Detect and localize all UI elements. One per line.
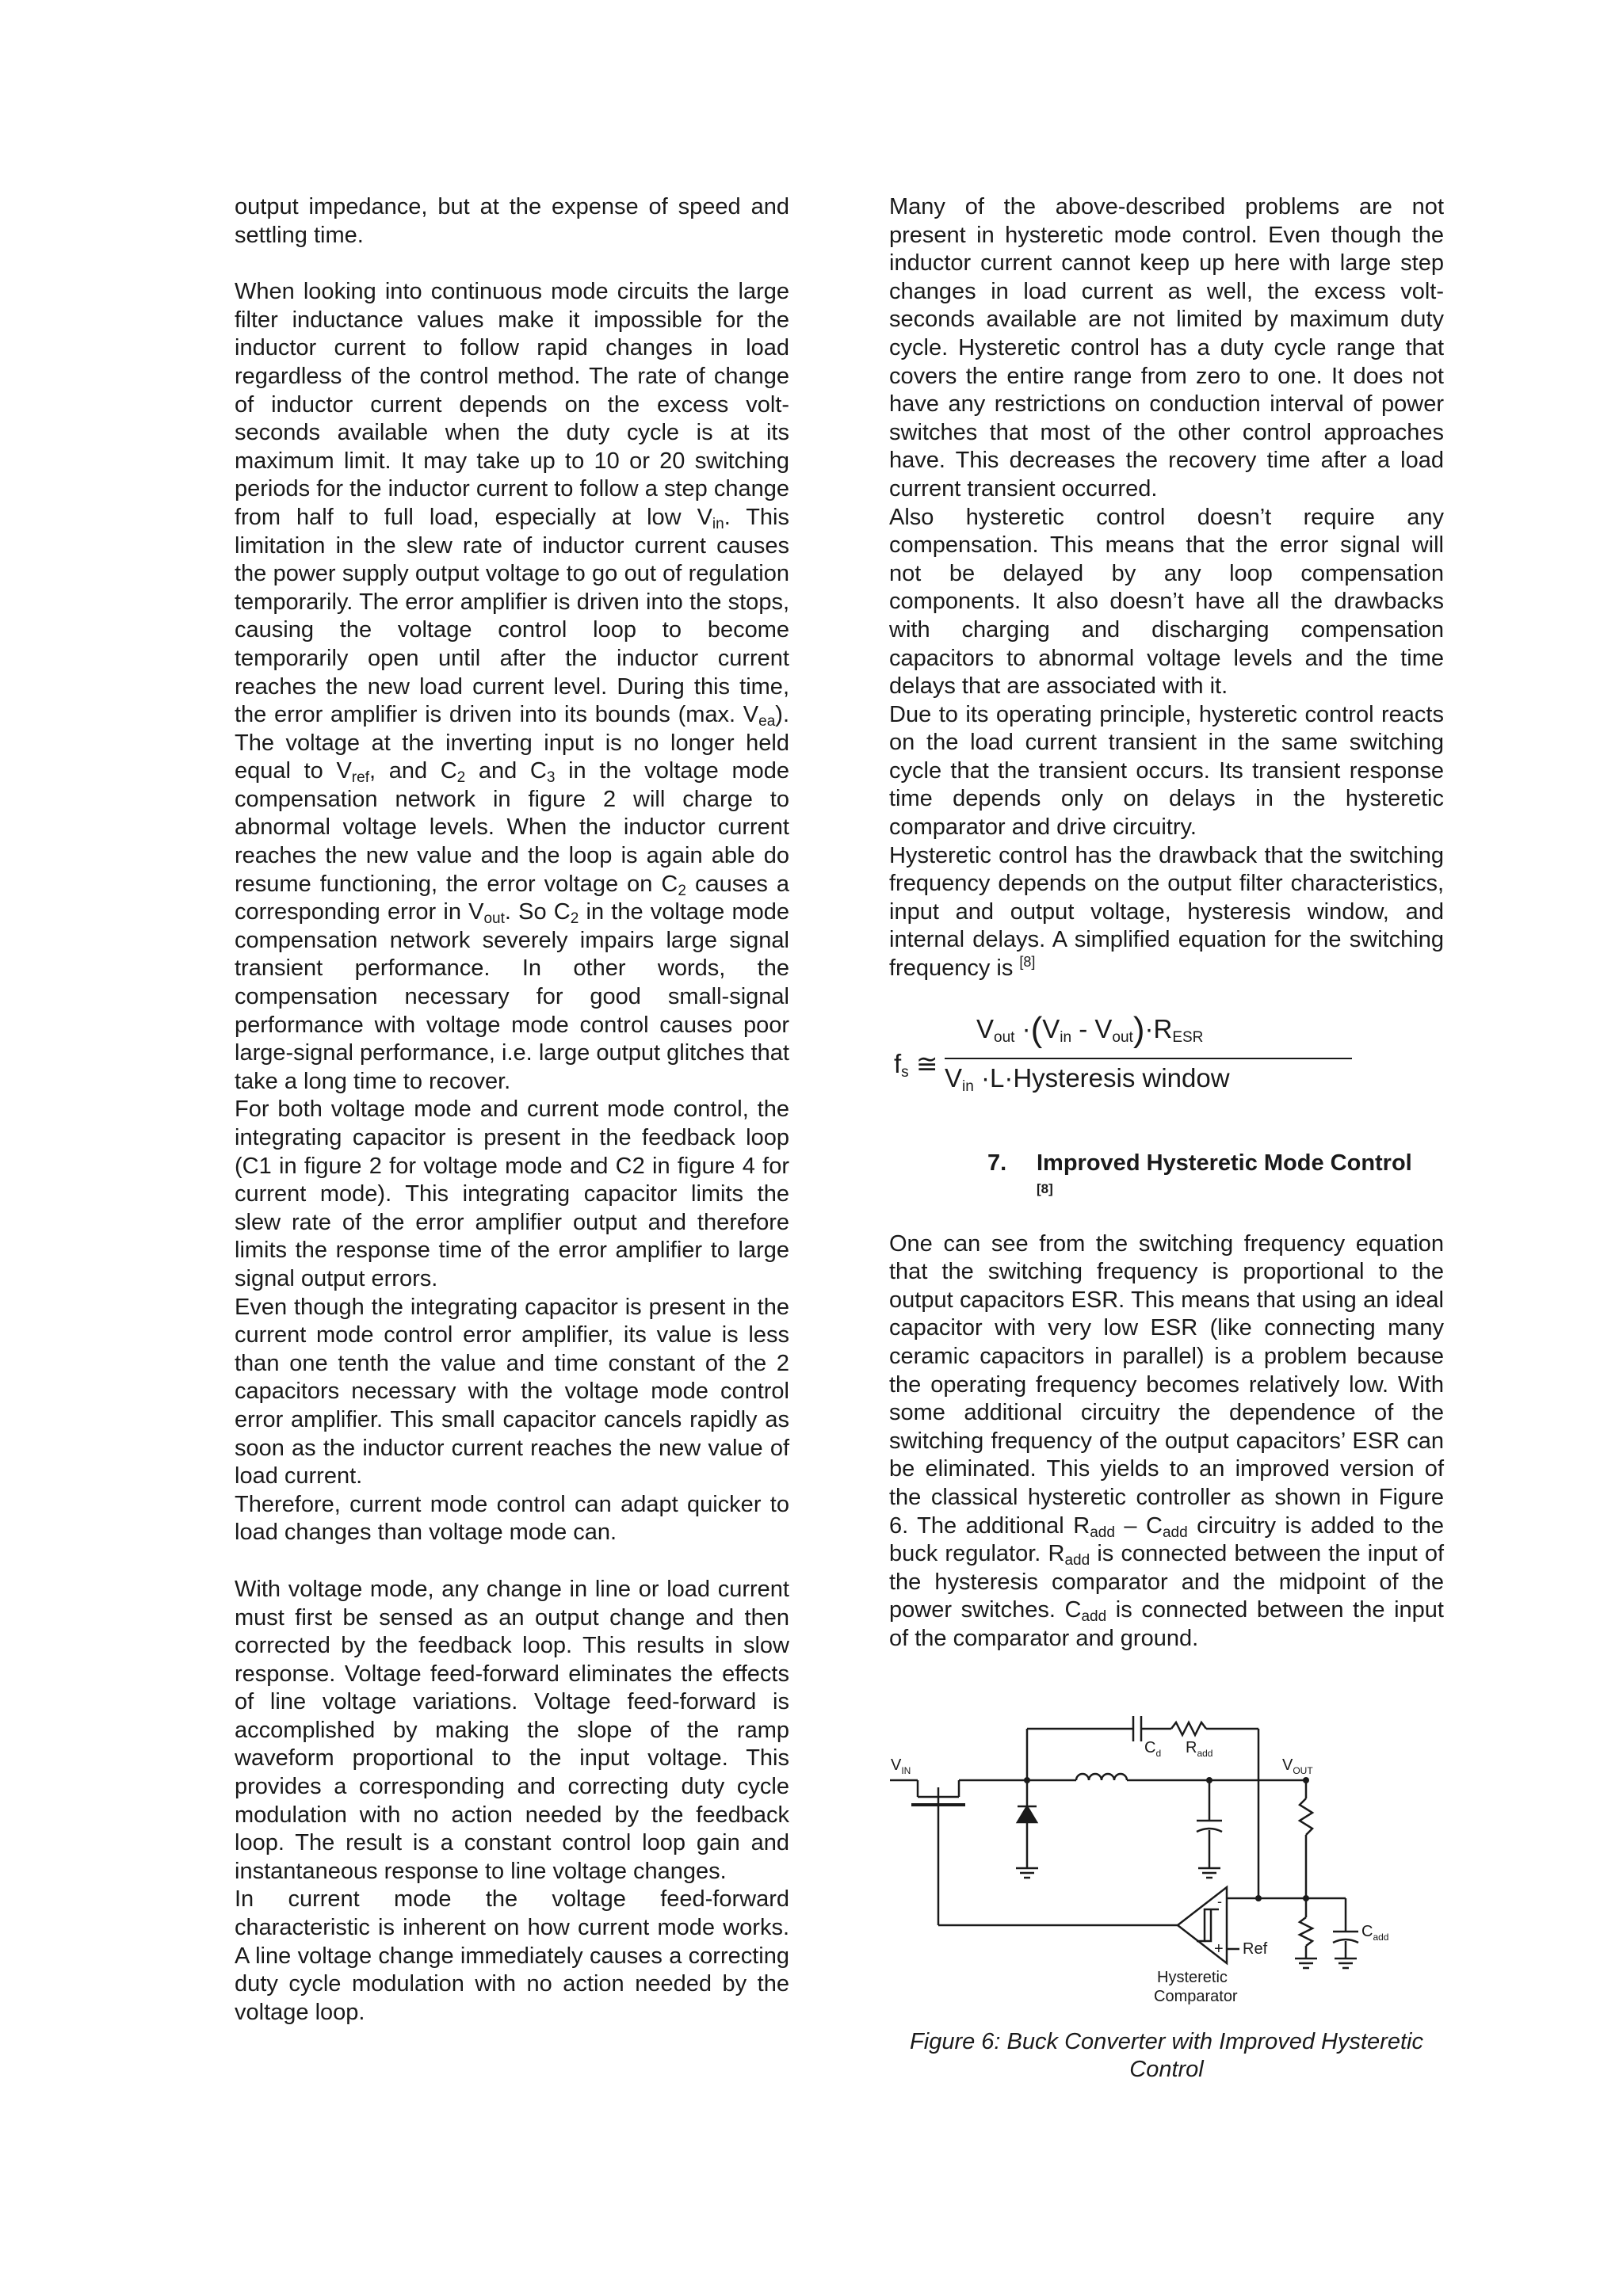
section-number: 7. <box>987 1150 1007 1176</box>
paragraph: Even though the integrating capacitor is present in the current mode control error amplifier, its value is less than one tenth the value and time constant of the 2 capacitors necessary with the voltage mode control error amplifier. This small capacitor cancels rapidly as soon as the inductor current reaches the new value of load current. <box>235 1294 789 1489</box>
paragraph: One can see from the switching frequency equation that the switching frequency is proportional to the output capacitors ESR. This means that using an ideal capacitor with very low ESR (like connecting many ceramic capacitors in parallel) is a problem because the operating frequency becomes relatively low. With some additional circuitry the dependence of the switching frequency of the output capacitors’ ESR can be eliminated. This yields to an improved version of the classical hysteretic controller as shown in Figure 6. The additional $R_{add} - C_{add}$ circuitry is added to the buck regulator. $R_{add}$ is connected between the input of the hysteresis comparator and the midpoint of the power switches. $C_{add}$ is connected between the input of the comparator and ground. <box>889 1230 1445 1651</box>
right-column <box>889 193 1444 1653</box>
left-column <box>235 193 789 2027</box>
paragraph: For both voltage mode and current mode control, the integrating capacitor is present in the feedback loop (C1 in figure 2 for voltage mode and C2 in figure 4 for current mode). This integrating capacitor limits the slew rate of the error amplifier output and therefore limits the response time of the error amplifier to large signal output errors. <box>235 1097 789 1291</box>
radd-label: $R_{add}$ <box>1186 1739 1213 1759</box>
comparator-label-2: Comparator <box>1154 1988 1238 2005</box>
paragraph: Due to its operating principle, hysteretic control reacts on the load current transient in the same switching cycle that the transient occurs. Its transient response time depends only on delays in the hysteretic comparator and drive circuitry. <box>889 701 1444 841</box>
equation-numerator: $V_{out} \cdot(V_{in} - V_{out})\cdot R_{ESR}$ <box>976 1009 1204 1049</box>
vin-label: $V_{IN}$ <box>891 1756 911 1776</box>
figure-caption: Figure 6: Buck Converter with Improved Hysteretic Control <box>910 2029 1423 2082</box>
paragraph: Hysteretic control has the drawback that the switching frequency depends on the output filter characteristics, input and output voltage, hysteresis window, and internal delays. A simplified equation for the switching frequency is [8] <box>889 842 1444 982</box>
vout-label: $V_{OUT}$ <box>1282 1756 1313 1776</box>
paragraph: In current mode the voltage feed-forward characteristic is inherent on how current mode works. A line voltage change immediately causes a correcting duty cycle modulation with no action needed by the voltage loop. <box>235 1886 789 2025</box>
ref-label: Ref <box>1243 1940 1268 1958</box>
section-title: Improved Hysteretic Mode Control <box>1037 1150 1412 1176</box>
section-heading <box>889 1150 1444 1202</box>
equation-lhs: $f_s$ ≅ <box>894 1048 938 1081</box>
comparator-label-1: Hysteretic <box>1157 1969 1228 1986</box>
paragraph: Therefore, current mode control can adapt quicker to load changes than voltage mode can. <box>235 1491 789 1546</box>
plus-sign: + <box>1214 1940 1224 1958</box>
section-reference: [8] <box>1037 1180 1053 1196</box>
paragraph: output impedance, but at the expense of speed and settling time. <box>235 194 789 248</box>
buck-converter-schematic <box>886 1711 1441 2012</box>
paragraph: When looking into continuous mode circuits the large filter inductance values make it impossible for the inductor current to follow rapid changes in load regardless of the control method. The rate of change of inductor current depends on the excess volt-seconds available when the duty cycle is at its maximum limit. It may take up to 10 or 20 switching periods for the inductor current to follow a step change from half to full load, especially at low $V_{in}$. This limitation in the slew rate of inductor current causes the power supply output voltage to go out of regulation temporarily. The error amplifier is driven into the stops, causing the voltage control loop to become temporarily open until after the inductor current reaches the new load current level. During this time, the error amplifier is driven into its bounds (max. $V_{ea}$). The voltage at the inverting input is no longer held equal to $V_{ref}$, and $C_2$ and $C_3$ in the voltage mode compensation network in figure 2 will charge to abnormal voltage levels. When the inductor current reaches the new value and the loop is again able do resume functioning, the error voltage on $C_2$ causes a corresponding error in $V_{out}$. So $C_2$ in the voltage mode compensation network severely impairs large signal transient performance. In other words, the compensation necessary for good small-signal performance with voltage mode control causes poor large-signal performance, i.e. large output glitches that take a long time to recover. <box>235 279 790 1094</box>
minus-sign: - <box>1217 1894 1222 1909</box>
paragraph: With voltage mode, any change in line or load current must first be sensed as an output change and then corrected by the feedback loop. This results in slow response. Voltage feed-forward eliminates the effects of line voltage variations. Voltage feed-forward is accomplished by making the slope of the ramp waveform proportional to the input voltage. This provides a corresponding and correcting duty cycle modulation with no action needed by the feedback loop. The result is a constant control loop gain and instantaneous response to line voltage changes. <box>235 1576 789 1884</box>
cd-label: $C_d$ <box>1144 1739 1162 1759</box>
equation-denominator: $V_{in}$ ·L·Hysteresis window <box>945 1062 1230 1095</box>
fraction-bar <box>945 1058 1352 1059</box>
paragraph: Also hysteretic control doesn’t require any compensation. This means that the error signal will not be delayed by any loop compensation components. It also doesn’t have all the drawbacks with charging and discharging compensation capacitors to abnormal voltage levels and the time delays that are associated with it. <box>889 504 1444 700</box>
switching-frequency-equation <box>889 1009 1444 1118</box>
paragraph: Many of the above-described problems are not present in hysteretic mode control. Even though the inductor current cannot keep up here with large step changes in load current as well, the excess volt-seconds available are not limited by maximum duty cycle. Hysteretic control has a duty cycle range that covers the entire range from zero to one. It does not have any restrictions on conduction interval of power switches that most of the other control approaches have. This decreases the recovery time after a load current transient occurred. <box>889 194 1444 502</box>
cadd-label: $C_{add}$ <box>1361 1923 1389 1943</box>
